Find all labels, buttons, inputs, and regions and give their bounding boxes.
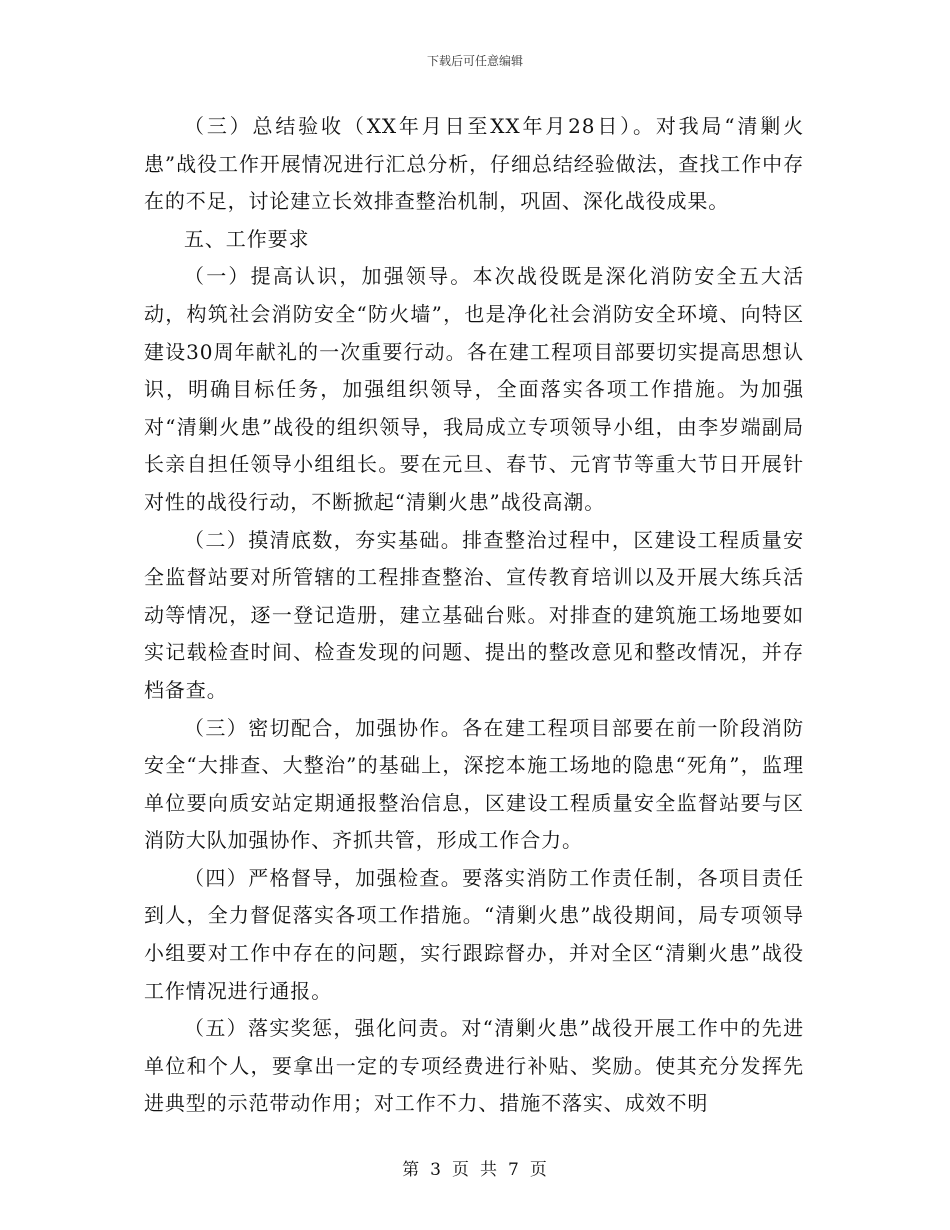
footer-label-ye: 页 (452, 1160, 470, 1180)
paragraph-requirement-5: （五）落实奖惩，强化问责。对“清剿火患”战役开展工作中的先进单位和个人，要拿出一定的专项经费进行补贴、奖励。使其充分发挥先进典型的示范带动作用；对工作不力、措施不落实、成效不明 (144, 1016, 804, 1116)
paragraph-summary-acceptance: （三）总结验收（XX年月日至XX年月28日）。对我局“清剿火患”战役工作开展情况进行汇总分析，仔细总结经验做法，查找工作中存在的不足，讨论建立长效排查整治机制，巩固、深化战役成果。 (144, 114, 804, 214)
footer-total-pages: 7 (508, 1160, 520, 1180)
paragraph-requirement-3: （三）密切配合，加强协作。各在建工程项目部要在前一阶段消防安全“大排查、大整治”的基础上，深挖本施工场地的隐患“死角”，监理单位要向质安站定期通报整治信息，区建设工程质量安全监督站要与区消防大队加强协作、齐抓共管，形成工作合力。 (144, 715, 804, 853)
paragraph-requirement-4: （四）严格督导，加强检查。要落实消防工作责任制，各项目责任到人，全力督促落实各项工作措施。“清剿火患”战役期间，局专项领导小组要对工作中存在的问题，实行跟踪督办，并对全区“清剿火患”战役工作情况进行通报。 (144, 865, 804, 1003)
document-body (144, 108, 804, 1123)
paragraph-requirement-2: （二）摸清底数，夯实基础。排查整治过程中，区建设工程质量安全监督站要对所管辖的工程排查整治、宣传教育培训以及开展大练兵活动等情况，逐一登记造册，建立基础台账。对排查的建筑施工场地要如实记载检查时间、检查发现的问题、提出的整改意见和整改情况，并存档备查。 (144, 527, 804, 702)
page-header-note: 下载后可任意编辑 (426, 54, 523, 68)
footer-page-number: 3 (430, 1160, 442, 1180)
footer-label-gong: 共 (480, 1160, 498, 1180)
footer-label-di: 第 (402, 1160, 421, 1180)
page-footer (0, 1155, 950, 1180)
section-heading-work-requirements: 五、工作要求 (184, 226, 310, 251)
footer-label-ye-2: 页 (529, 1160, 548, 1180)
paragraph-requirement-1: （一）提高认识，加强领导。本次战役既是深化消防安全五大活动，构筑社会消防安全“防火墙”，也是净化社会消防安全环境、向特区建设30周年献礼的一次重要行动。各在建工程项目部要切实提高思想认识，明确目标任务，加强组织领导，全面落实各项工作措施。为加强对“清剿火患”战役的组织领导，我局成立专项领导小组，由李岁端副局长亲自担任领导小组组长。要在元旦、春节、元宵节等重大节日开展针对性的战役行动，不断掀起“清剿火患”战役高潮。 (144, 264, 804, 514)
